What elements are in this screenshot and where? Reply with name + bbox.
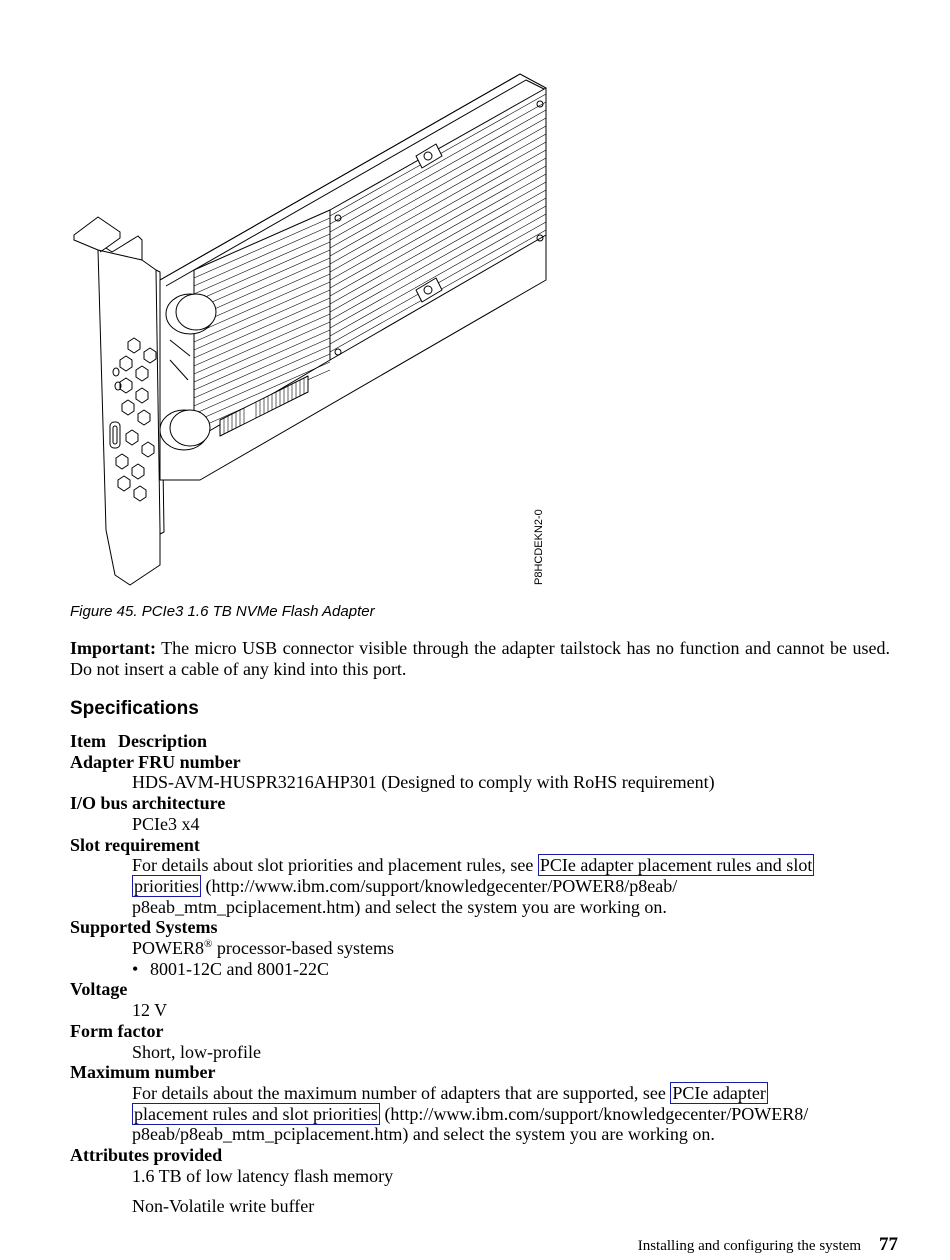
- systems-name: POWER8: [132, 938, 204, 959]
- slot-text-pre: For details about slot priorities and placement rules, see: [132, 855, 538, 876]
- systems-suffix: processor-based systems: [212, 938, 394, 959]
- voltage-definition: 12 V: [132, 1000, 168, 1021]
- footer-text: Installing and configuring the system: [637, 1238, 861, 1254]
- page-number: 77: [879, 1234, 898, 1255]
- max-url-2: p8eab/p8eab_mtm_pciplacement.htm) and select the system you are working on.: [132, 1124, 715, 1145]
- maximum-number-term: Maximum number: [70, 1062, 216, 1083]
- placement-rules-link[interactable]: PCIe adapter placement rules and slot: [539, 855, 813, 876]
- supported-systems-definition: [132, 938, 895, 979]
- form-factor-definition: Short, low-profile: [132, 1041, 261, 1062]
- max-text-pre: For details about the maximum number of adapters that are supported, see: [132, 1082, 671, 1103]
- attribute-flash-memory: 1.6 TB of low latency flash memory: [132, 1165, 394, 1186]
- slot-requirement-term: Slot requirement: [70, 834, 200, 855]
- important-note: [70, 638, 890, 680]
- placement-rules-link-cont[interactable]: priorities: [134, 875, 199, 896]
- max-placement-link[interactable]: PCIe adapter: [672, 1082, 766, 1103]
- io-bus-term: I/O bus architecture: [70, 793, 226, 814]
- supported-systems-term: Supported Systems: [70, 917, 218, 938]
- adapter-figure: [60, 60, 580, 600]
- voltage-term: Voltage: [70, 979, 128, 1000]
- figure-id-label: P8HCDEKN2-0: [533, 509, 545, 585]
- adapter-illustration: [60, 60, 580, 600]
- maximum-number-definition: [132, 1083, 895, 1145]
- attribute-write-buffer: Non-Volatile write buffer: [132, 1196, 315, 1217]
- spec-header-row: [70, 731, 895, 752]
- io-bus-definition: PCIe3 x4: [132, 813, 200, 834]
- header-item: Item: [70, 731, 106, 751]
- page-footer: [638, 1234, 898, 1256]
- form-factor-term: Form factor: [70, 1020, 164, 1041]
- systems-bullet-item: • 8001-12C and 8001-22C: [132, 959, 895, 980]
- important-text: The micro USB connector visible through the adapter tailstock has no function and cannot be used. Do not insert a cable of any kind into this port.: [70, 638, 890, 679]
- max-placement-link-cont[interactable]: placement rules and slot priorities: [134, 1103, 378, 1124]
- fru-term: Adapter FRU number: [70, 751, 241, 772]
- specifications-list: [70, 731, 895, 1217]
- slot-requirement-definition: [132, 855, 895, 917]
- important-label: Important:: [70, 638, 156, 658]
- figure-caption: Figure 45. PCIe3 1.6 TB NVMe Flash Adapter: [70, 603, 375, 620]
- attributes-term: Attributes provided: [70, 1145, 223, 1166]
- slot-url-1: (http://www.ibm.com/support/knowledgecenter/POWER8/p8eab/: [201, 875, 678, 896]
- slot-url-2: p8eab_mtm_pciplacement.htm) and select the system you are working on.: [132, 896, 667, 917]
- specifications-heading: Specifications: [70, 698, 199, 719]
- registered-mark: ®: [204, 938, 213, 951]
- fru-definition: HDS-AVM-HUSPR3216AHP301 (Designed to comply with RoHS requirement): [132, 772, 715, 793]
- header-description: Description: [117, 731, 207, 751]
- attributes-definition: [132, 1166, 895, 1217]
- max-url-1: (http://www.ibm.com/support/knowledgecenter/POWER8/: [379, 1103, 809, 1124]
